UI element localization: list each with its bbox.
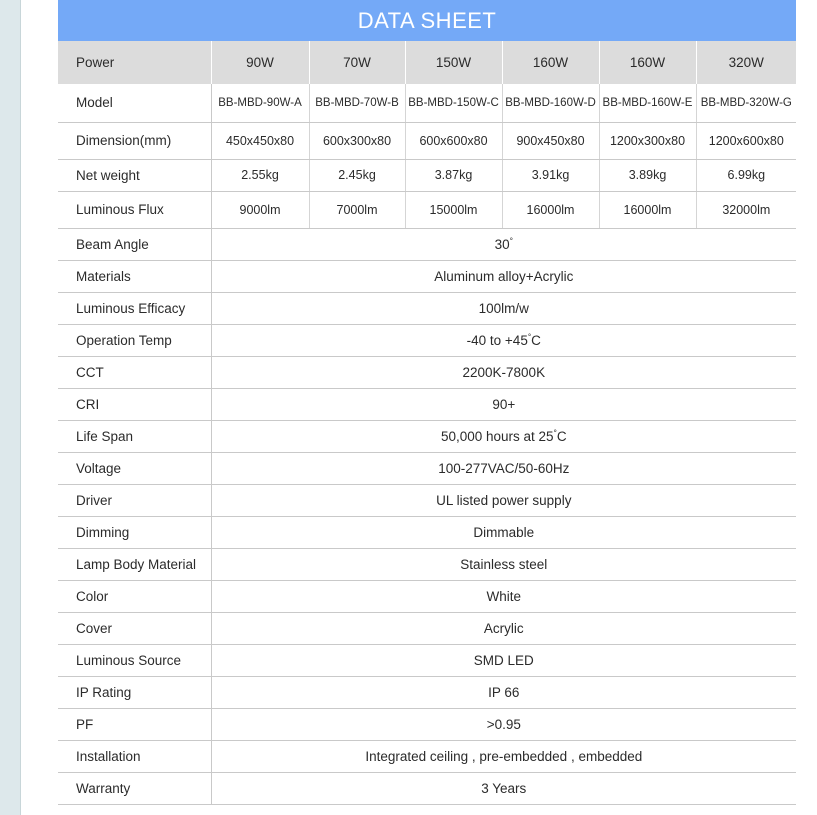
- model-value-5: BB-MBD-160W-E: [599, 84, 696, 122]
- row-value-pf: >0.95: [211, 708, 796, 740]
- dimension-value-5: 1200x300x80: [599, 122, 696, 159]
- table-row-driver: [58, 484, 796, 516]
- luminous-flux-value-5: 16000lm: [599, 191, 696, 228]
- row-value-installation: Integrated ceiling , pre-embedded , embedded: [211, 740, 796, 772]
- table-row-model: [58, 84, 796, 122]
- table-row-life-span: [58, 420, 796, 452]
- dimension-value-1: 450x450x80: [211, 122, 309, 159]
- table-row-beam-angle: [58, 228, 796, 260]
- row-label-voltage: Voltage: [58, 452, 211, 484]
- table-row-luminous-flux: [58, 191, 796, 228]
- row-value-dimming: Dimmable: [211, 516, 796, 548]
- luminous-flux-value-3: 15000lm: [405, 191, 502, 228]
- table-row-cover: [58, 612, 796, 644]
- degree-symbol-icon: °: [553, 427, 557, 437]
- row-value-color: White: [211, 580, 796, 612]
- power-value-6: 320W: [696, 41, 796, 84]
- degree-symbol-icon: °: [527, 331, 532, 341]
- row-label-dimming: Dimming: [58, 516, 211, 548]
- row-label-warranty: Warranty: [58, 772, 211, 804]
- row-value-beam-angle: [211, 228, 796, 260]
- row-label-luminous-source: Luminous Source: [58, 644, 211, 676]
- row-value-cover: Acrylic: [211, 612, 796, 644]
- row-label-model: Model: [58, 84, 211, 122]
- row-label-cct: CCT: [58, 356, 211, 388]
- table-row-power: [58, 41, 796, 84]
- row-label-luminous-flux: Luminous Flux: [58, 191, 211, 228]
- row-label-ip-rating: IP Rating: [58, 676, 211, 708]
- table-row-warranty: [58, 772, 796, 804]
- table-row-luminous-efficacy: [58, 292, 796, 324]
- model-value-6: BB-MBD-320W-G: [696, 84, 796, 122]
- row-value-ip-rating: IP 66: [211, 676, 796, 708]
- power-value-2: 70W: [309, 41, 405, 84]
- row-value-luminous-source: SMD LED: [211, 644, 796, 676]
- row-value-operation-temp: [211, 324, 796, 356]
- row-value-voltage: 100-277VAC/50-60Hz: [211, 452, 796, 484]
- datasheet-sheet: [58, 0, 796, 805]
- net-weight-value-1: 2.55kg: [211, 159, 309, 191]
- row-label-materials: Materials: [58, 260, 211, 292]
- row-label-beam-angle: Beam Angle: [58, 228, 211, 260]
- table-row-lamp-body-material: [58, 548, 796, 580]
- table-row-ip-rating: [58, 676, 796, 708]
- row-value-warranty: 3 Years: [211, 772, 796, 804]
- row-value-materials: Aluminum alloy+Acrylic: [211, 260, 796, 292]
- power-value-5: 160W: [599, 41, 696, 84]
- table-row-pf: [58, 708, 796, 740]
- degree-symbol-icon: °: [509, 235, 513, 245]
- row-value-text: 30: [494, 236, 510, 252]
- specification-table: [58, 0, 796, 805]
- row-value-unit: C: [556, 428, 567, 444]
- table-row-dimming: [58, 516, 796, 548]
- model-value-3: BB-MBD-150W-C: [405, 84, 502, 122]
- row-value-cct: 2200K-7800K: [211, 356, 796, 388]
- row-value-cri: 90+: [211, 388, 796, 420]
- row-value-driver: UL listed power supply: [211, 484, 796, 516]
- row-label-pf: PF: [58, 708, 211, 740]
- row-value-lamp-body-material: Stainless steel: [211, 548, 796, 580]
- row-value-unit: C: [531, 332, 541, 348]
- table-row-dimension: [58, 122, 796, 159]
- row-value-text: -40 to +45: [466, 332, 528, 348]
- table-row-cri: [58, 388, 796, 420]
- table-row-voltage: [58, 452, 796, 484]
- luminous-flux-value-1: 9000lm: [211, 191, 309, 228]
- row-label-lamp-body-material: Lamp Body Material: [58, 548, 211, 580]
- row-value-luminous-efficacy: 100lm/w: [211, 292, 796, 324]
- row-value-text: 50,000 hours at 25: [440, 428, 554, 444]
- dimension-value-6: 1200x600x80: [696, 122, 796, 159]
- row-value-life-span: [211, 420, 796, 452]
- net-weight-value-4: 3.91kg: [502, 159, 599, 191]
- model-value-4: BB-MBD-160W-D: [502, 84, 599, 122]
- table-row-color: [58, 580, 796, 612]
- row-label-installation: Installation: [58, 740, 211, 772]
- table-row-operation-temp: [58, 324, 796, 356]
- net-weight-value-3: 3.87kg: [405, 159, 502, 191]
- model-value-1: BB-MBD-90W-A: [211, 84, 309, 122]
- row-label-operation-temp: Operation Temp: [58, 324, 211, 356]
- luminous-flux-value-6: 32000lm: [696, 191, 796, 228]
- row-label-color: Color: [58, 580, 211, 612]
- luminous-flux-value-2: 7000lm: [309, 191, 405, 228]
- model-value-2: BB-MBD-70W-B: [309, 84, 405, 122]
- dimension-value-2: 600x300x80: [309, 122, 405, 159]
- table-banner-row: [58, 0, 796, 41]
- row-label-life-span: Life Span: [58, 420, 211, 452]
- dimension-value-4: 900x450x80: [502, 122, 599, 159]
- table-row-cct: [58, 356, 796, 388]
- net-weight-value-6: 6.99kg: [696, 159, 796, 191]
- row-label-net-weight: Net weight: [58, 159, 211, 191]
- row-label-cri: CRI: [58, 388, 211, 420]
- row-label-dimension: Dimension(mm): [58, 122, 211, 159]
- page-left-margin-strip: [0, 0, 21, 815]
- page-title: DATA SHEET: [58, 0, 796, 41]
- dimension-value-3: 600x600x80: [405, 122, 502, 159]
- power-value-3: 150W: [405, 41, 502, 84]
- row-label-luminous-efficacy: Luminous Efficacy: [58, 292, 211, 324]
- row-label-driver: Driver: [58, 484, 211, 516]
- row-label-cover: Cover: [58, 612, 211, 644]
- table-row-installation: [58, 740, 796, 772]
- net-weight-value-2: 2.45kg: [309, 159, 405, 191]
- net-weight-value-5: 3.89kg: [599, 159, 696, 191]
- table-row-luminous-source: [58, 644, 796, 676]
- power-value-1: 90W: [211, 41, 309, 84]
- table-row-materials: [58, 260, 796, 292]
- row-label-power: Power: [58, 41, 211, 84]
- power-value-4: 160W: [502, 41, 599, 84]
- table-row-net-weight: [58, 159, 796, 191]
- luminous-flux-value-4: 16000lm: [502, 191, 599, 228]
